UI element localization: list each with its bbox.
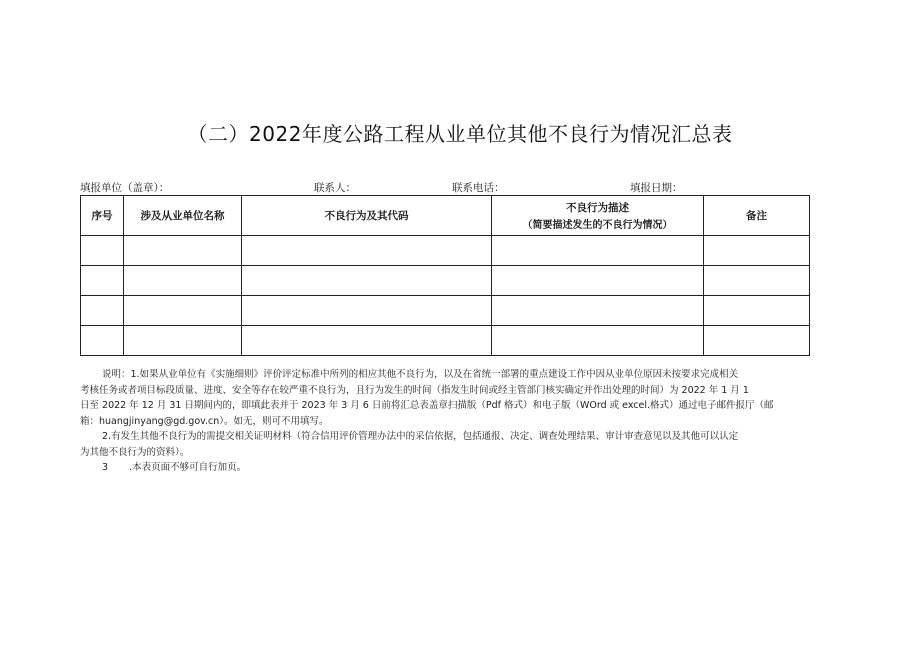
note-line: 2.有发生其他不良行为的需提交相关证明材料（符合信用评价管理办法中的采信依据，包括通报、决定、调查处理结果、审计审查意见以及其他可以认定 bbox=[102, 431, 739, 442]
table-cell[interactable] bbox=[704, 326, 810, 356]
header-description-main: 不良行为描述 bbox=[566, 202, 629, 214]
table-cell[interactable] bbox=[704, 266, 810, 296]
table-cell[interactable] bbox=[81, 266, 124, 296]
note-number: 3 bbox=[102, 462, 109, 473]
note-line: 日至 2022 年 12 月 31 日期间内的，即填此表并于 2023 年 3 月 6 日前将汇总表盖章扫描版（Pdf 格式）和电子版（WOrd 或 excel.格式）通过电子邮件报厅（邮 bbox=[80, 400, 774, 411]
table-row bbox=[81, 296, 810, 326]
note-line bbox=[80, 460, 810, 476]
table-cell[interactable] bbox=[492, 266, 704, 296]
note-text: .本表页面不够可自行加页。 bbox=[129, 462, 247, 473]
unit-label: 填报单位（盖章）： bbox=[80, 182, 170, 194]
table-cell[interactable] bbox=[242, 326, 492, 356]
report-table bbox=[80, 195, 810, 356]
table-cell[interactable] bbox=[124, 326, 242, 356]
table-cell[interactable] bbox=[124, 236, 242, 266]
notes-section bbox=[80, 367, 810, 476]
table-cell[interactable] bbox=[704, 236, 810, 266]
date-label: 填报日期： bbox=[630, 182, 683, 194]
note-line: 说明：1.如果从业单位有《实施细则》评价评定标准中所列的相应其他不良行为，以及在省统一部署的重点建设工作中因从业单位原因未按要求完成相关 bbox=[102, 369, 739, 380]
table-cell[interactable] bbox=[242, 236, 492, 266]
note-line: 箱：huangjinyang@gd.gov.cn）。如无，则可不用填写。 bbox=[80, 415, 329, 427]
header-description bbox=[492, 196, 704, 236]
note-line: 为其他不良行为的资料）。 bbox=[80, 446, 190, 458]
phone-label: 联系电话： bbox=[452, 182, 505, 194]
note-line: 考核任务或者项目标段质量、进度、安全等存在较严重不良行为，且行为发生的时间（指发生时间或经主管部门核实确定并作出处理的时间）为 2022 年 1 月 1 bbox=[80, 384, 749, 396]
table-cell[interactable] bbox=[704, 296, 810, 326]
table-header-row bbox=[81, 196, 810, 236]
page-title: （二）2022年度公路工程从业单位其他不良行为情况汇总表 bbox=[187, 122, 733, 146]
table-row bbox=[81, 266, 810, 296]
header-seq: 序号 bbox=[81, 196, 124, 236]
table-cell[interactable] bbox=[81, 326, 124, 356]
table-cell[interactable] bbox=[81, 236, 124, 266]
table-cell[interactable] bbox=[492, 296, 704, 326]
header-description-sub: （简要描述发生的不良行为情况） bbox=[522, 220, 673, 231]
table-cell[interactable] bbox=[124, 266, 242, 296]
table-cell[interactable] bbox=[492, 236, 704, 266]
table-cell[interactable] bbox=[124, 296, 242, 326]
header-behavior-code: 不良行为及其代码 bbox=[242, 196, 492, 236]
table-cell[interactable] bbox=[242, 266, 492, 296]
table-cell[interactable] bbox=[81, 296, 124, 326]
header-remark: 备注 bbox=[704, 196, 810, 236]
table-row bbox=[81, 236, 810, 266]
contact-label: 联系人： bbox=[314, 182, 356, 194]
table-cell[interactable] bbox=[492, 326, 704, 356]
table-cell[interactable] bbox=[242, 296, 492, 326]
table-row bbox=[81, 326, 810, 356]
header-unit-name: 涉及从业单位名称 bbox=[124, 196, 242, 236]
